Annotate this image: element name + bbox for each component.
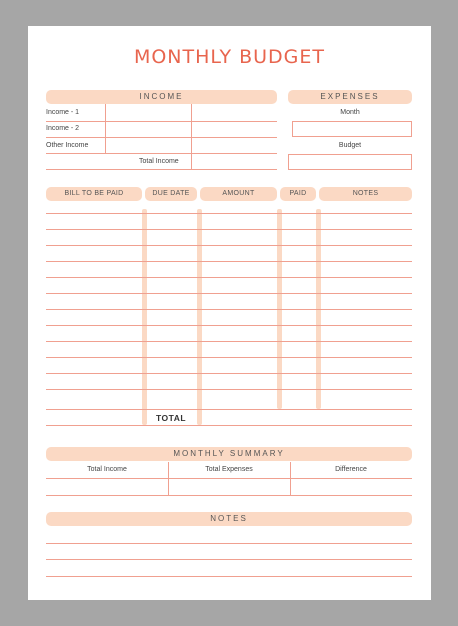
total-label: TOTAL	[156, 413, 187, 423]
month-label: Month	[340, 109, 360, 116]
bill-row-line	[46, 425, 412, 426]
summary-col-divider	[168, 462, 169, 495]
col-header-bill: BILL TO BE PAID	[46, 187, 142, 201]
income-1-label: Income - 1	[46, 109, 80, 116]
column-divider	[142, 209, 147, 425]
notes-line	[46, 543, 412, 544]
bill-row-line	[46, 357, 412, 358]
total-income-label: Total Income	[139, 158, 179, 165]
other-income-label: Other Income	[46, 142, 89, 149]
income-row-line	[46, 137, 277, 138]
bill-row-line	[46, 245, 412, 246]
col-header-amount: AMOUNT	[200, 187, 277, 201]
bill-row-line	[46, 293, 412, 294]
budget-sheet	[28, 26, 431, 600]
summary-header: MONTHLY SUMMARY	[46, 447, 412, 461]
summary-total-expenses-label: Total Expenses	[205, 466, 253, 473]
income-header: INCOME	[46, 90, 277, 104]
bill-row-line	[46, 389, 412, 390]
income-row-line	[46, 153, 277, 154]
bill-row-line	[46, 373, 412, 374]
bill-row-line	[46, 325, 412, 326]
budget-field[interactable]	[288, 154, 412, 170]
expenses-header: EXPENSES	[288, 90, 412, 104]
bill-row-line	[46, 409, 412, 410]
month-field[interactable]	[292, 121, 412, 137]
column-divider	[197, 209, 202, 425]
summary-difference-label: Difference	[335, 466, 367, 473]
bill-row-line	[46, 229, 412, 230]
income-row-line	[46, 121, 277, 122]
income-2-label: Income - 2	[46, 125, 80, 132]
bill-row-line	[46, 309, 412, 310]
bill-row-line	[46, 261, 412, 262]
col-header-notes: NOTES	[319, 187, 412, 201]
income-col-divider	[191, 104, 192, 169]
col-header-paid: PAID	[280, 187, 316, 201]
bill-row-line	[46, 277, 412, 278]
summary-row-line	[46, 478, 412, 479]
summary-total-income-label: Total Income	[87, 466, 127, 473]
bill-row-line	[46, 341, 412, 342]
income-row-line	[46, 169, 277, 170]
income-col-divider	[105, 104, 106, 153]
col-header-due-date: DUE DATE	[145, 187, 197, 201]
notes-line	[46, 576, 412, 577]
notes-header: NOTES	[46, 512, 412, 526]
notes-line	[46, 559, 412, 560]
bill-row-line	[46, 213, 412, 214]
page-title: MONTHLY BUDGET	[133, 46, 326, 68]
summary-row-line	[46, 495, 412, 496]
summary-col-divider	[290, 462, 291, 495]
budget-label: Budget	[338, 142, 362, 149]
